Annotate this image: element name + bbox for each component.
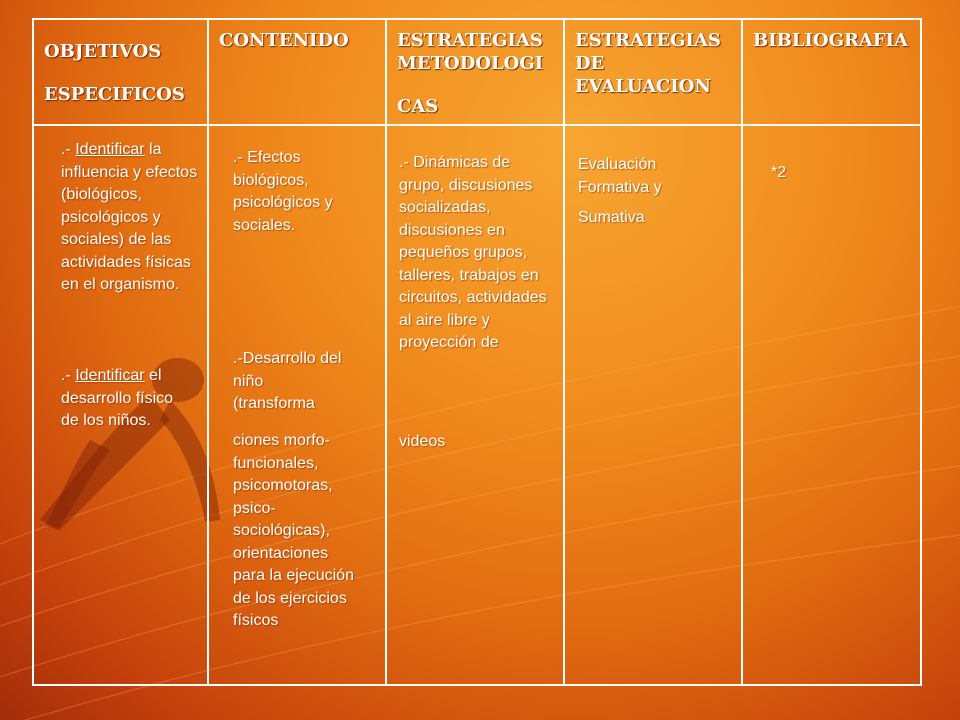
cell-objetivos (33, 125, 208, 685)
header-row (33, 19, 921, 125)
header-objetivos-line2: ESPECIFICOS (44, 84, 185, 105)
header-evaluacion-line3: EVALUACION (575, 76, 711, 97)
objectives-table (32, 18, 922, 686)
header-estrategias-metodologicas (386, 19, 564, 125)
contenido-item-2-part1: .-Desarrollo del niño (transforma (233, 350, 342, 412)
evaluacion-text-sumativa: Sumativa (578, 209, 645, 226)
objetivo-1-text: la influencia y efectos (biológicos, psicológicos y sociales) de las actividades físicas en el organismo. (61, 141, 198, 293)
header-bibliografia (742, 19, 921, 125)
header-metodologicas-line3: CAS (397, 96, 439, 117)
objetivo-1-verb: Identificar (75, 141, 145, 158)
header-contenido-label: CONTENIDO (219, 30, 349, 51)
cell-contenido (208, 125, 386, 685)
header-objetivos-line1: OBJETIVOS (44, 41, 162, 62)
header-bibliografia-label: BIBLIOGRAFIA (753, 30, 909, 51)
metodologicas-text: .- Dinámicas de grupo, discusiones socializadas, discusiones en pequeños grupos, talleres, trabajos en circuitos, actividades al aire libre y proyección de (399, 154, 547, 351)
contenido-item-1: .- Efectos biológicos, psicológicos y sociales. (233, 149, 333, 234)
metodologicas-text-videos: videos (399, 433, 446, 450)
header-metodologicas-line1: ESTRATEGIAS (397, 30, 543, 51)
objetivo-2-text: el desarrollo físico de los niños. (61, 367, 174, 429)
header-evaluacion-line2: DE (575, 53, 605, 74)
contenido-item-2-part2: ciones morfo-funcionales, psicomotoras, psico-sociológicas), orientaciones para la ejecución de los ejercicios físicos (233, 432, 354, 629)
bibliografia-ref: *2 (771, 164, 787, 181)
cell-metodologicas (386, 125, 564, 685)
cell-bibliografia (742, 125, 921, 685)
header-evaluacion-line1: ESTRATEGIAS (575, 30, 721, 51)
header-metodologicas-line2: METODOLOGI (397, 53, 544, 74)
cell-evaluacion (564, 125, 742, 685)
header-contenido (208, 19, 386, 125)
objetivo-2-prefix: .- (61, 367, 76, 384)
content-row (33, 125, 921, 685)
objetivo-item-1 (61, 139, 203, 297)
objetivo-item-2 (61, 365, 191, 433)
evaluacion-text: Evaluación Formativa y (578, 156, 662, 196)
header-estrategias-evaluacion (564, 19, 742, 125)
objetivo-1-prefix: .- (61, 141, 76, 158)
objetivo-2-verb: Identificar (75, 367, 145, 384)
header-objetivos (33, 19, 208, 125)
